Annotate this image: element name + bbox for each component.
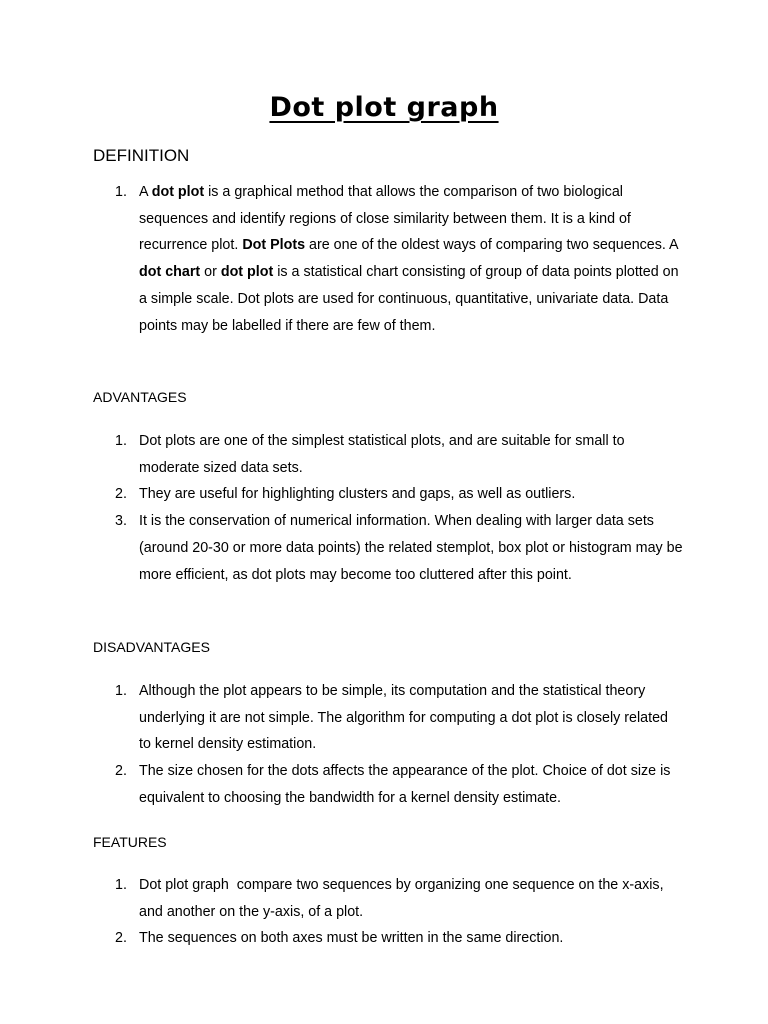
term-dot-plot: dot plot <box>220 264 274 281</box>
list-number: 2. <box>115 486 127 503</box>
list-number: 1. <box>115 683 127 699</box>
advantages-list <box>93 428 683 588</box>
features-list <box>93 872 683 952</box>
list-item-text: The size chosen for the dots affects the appearance of the plot. Choice of dot size is equivalent to choosing the bandwidth for a kernel density estimate. <box>139 763 671 806</box>
list-item <box>93 481 683 508</box>
term-dot-plots: Dot Plots <box>242 237 306 254</box>
definition-heading: DEFINITION <box>93 146 190 165</box>
features-heading: FEATURES <box>93 834 167 850</box>
list-number: 3. <box>115 513 127 530</box>
disadvantages-list <box>93 678 683 812</box>
page-title: Dot plot graph <box>269 92 499 123</box>
list-item-text: Although the plot appears to be simple, its computation and the statistical theory underlying it are not simple. The algorithm for computing a dot plot is closely related to kernel density estimation. <box>139 683 668 753</box>
advantages-heading: ADVANTAGES <box>93 389 187 405</box>
definition-list <box>93 179 683 339</box>
list-item-text: Dot plots are one of the simplest statistical plots, and are suitable for small to moderate sized data sets. <box>139 433 625 476</box>
list-item <box>93 179 683 339</box>
list-item-text: The sequences on both axes must be written in the same direction. <box>139 930 564 947</box>
list-number: 2. <box>115 763 127 780</box>
definition-text: are one of the oldest ways of comparing two sequences. A <box>305 237 678 254</box>
term-dot-chart: dot chart <box>139 264 201 281</box>
definition-text: is a graphical method that allows the comparison of two biological sequences and identify regions of close similarity between them. It is a kind of recurrence plot. <box>139 184 631 254</box>
list-number: 1. <box>115 877 127 893</box>
list-item-text: It is the conservation of numerical information. When dealing with larger data sets (around 20-30 or more data points) the related stemplot, box plot or histogram may be more efficient, as dot plots may become too cluttered after this point. <box>139 513 683 583</box>
list-item <box>93 428 683 481</box>
list-item <box>93 508 683 588</box>
definition-text: A <box>139 184 152 200</box>
list-item-text: Dot plot graph compare two sequences by organizing one sequence on the x-axis, and another on the y-axis, of a plot. <box>139 877 668 920</box>
term-dot-plot: dot plot <box>151 184 205 200</box>
definition-text: is a statistical chart consisting of group of data points plotted on a simple scale. Dot plots are used for continuous, quantitative, univariate data. Data points may be labelled if there are few of them. <box>139 264 679 334</box>
list-number: 2. <box>115 930 127 947</box>
definition-text: or <box>200 264 221 281</box>
list-item-text: They are useful for highlighting clusters and gaps, as well as outliers. <box>139 486 576 503</box>
list-number: 1. <box>115 433 127 449</box>
list-item <box>93 678 683 758</box>
disadvantages-heading: DISADVANTAGES <box>93 639 210 655</box>
list-item <box>93 872 683 925</box>
list-item <box>93 925 683 952</box>
list-number: 1. <box>115 184 127 200</box>
list-item <box>93 758 683 811</box>
